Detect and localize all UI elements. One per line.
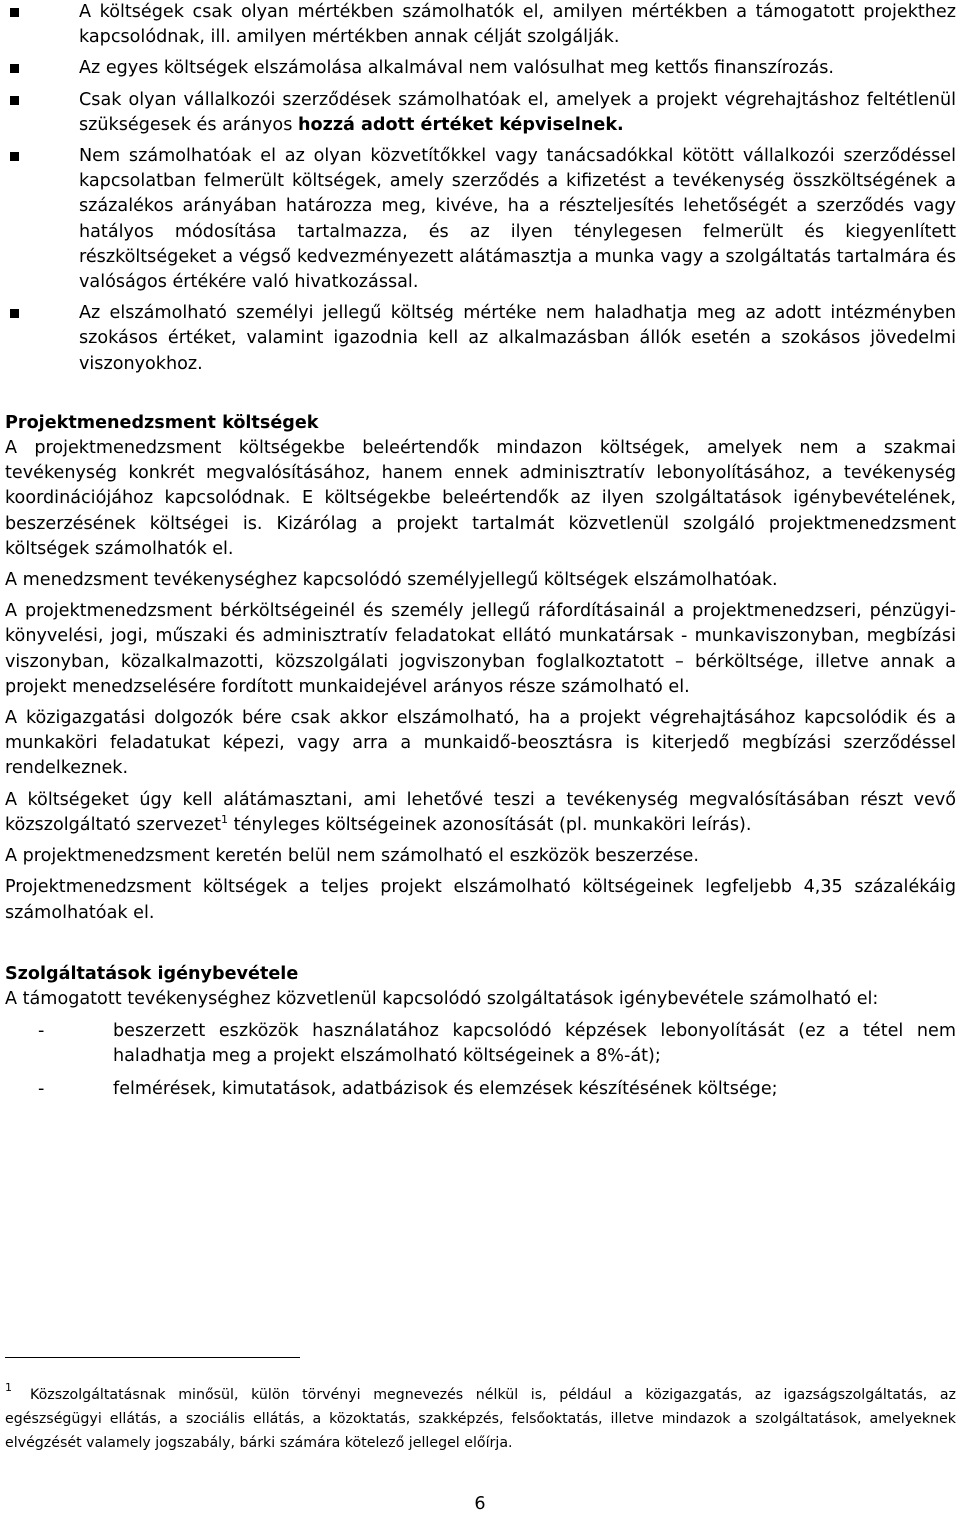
bullet-text: A költségek csak olyan mértékben számolhatók el, amilyen mértékben a támogatott projekthez kapcsolódnak, ill. amilyen mértékben annak célját szolgálják. bbox=[79, 2, 956, 48]
section-heading-projektmenedzsment: Projektmenedzsment költségek bbox=[5, 412, 319, 433]
section-body-projektmenedzsment bbox=[5, 436, 956, 782]
bullet-item bbox=[5, 88, 956, 138]
paragraph: A projektmenedzsment bérköltségeinél és személy jellegű ráfordításainál a projektmenedzseri, pénzügyi-könyvelési, jogi, műszaki és adminisztratív feladatokat ellátó munkatársak - munkaviszonyban, megbízási viszonyban, közalkalmazotti, közszolgálati jogviszonyban foglalkoztatott – bérköltsége, illetve annak a projekt menedzselésére fordított munkaidejével arányos része számolható el. bbox=[5, 601, 956, 697]
dash-item-text: felmérések, kimutatások, adatbázisok és elemzések készítésének költsége; bbox=[113, 1078, 778, 1099]
paragraph-with-footnote-ref: A költségeket úgy kell alátámasztani, ami lehetővé teszi a tevékenység megvalósításában részt vevő közszolgáltató szervezet$^1$ tényleges költségeinek azonosítását (pl. munkaköri leírás). bbox=[5, 789, 956, 835]
square-bullet-icon bbox=[10, 152, 19, 161]
bullet-text: Az egyes költségek elszámolása alkalmával nem valósulhat meg kettős finanszírozás. bbox=[79, 58, 834, 79]
page-number: 6 bbox=[474, 1494, 486, 1514]
dash-bullet: - bbox=[38, 1078, 45, 1099]
paragraph: A projektmenedzsment költségekbe beleértendők mindazon költségek, amelyek nem a szakmai tevékenység konkrét megvalósításához, hanem ennek adminisztratív lebonyolításához, a tevékenység koordinációjához kapcsolódnak. E költségekbe beleértendők az ilyen szolgáltatások igénybevételének, beszerzésének költségei is. Kizárólag a projekt tartalmát közvetlenül szolgáló projektmenedzsment költségek számolhatók el. bbox=[5, 438, 956, 559]
square-bullet-icon bbox=[10, 96, 19, 105]
dash-list-item bbox=[5, 1019, 956, 1069]
bullet-text: Nem számolhatóak el az olyan közvetítőkkel vagy tanácsadókkal kötött vállalkozói szerződéssel kapcsolatban felmerült költségek, amely szerződés a kifizetést a tevékenység összköltségének a százalékos arányában határozza meg, kivéve, ha a részteljesítés lehetőségét a szerződés vagy hatályos módosítása tartalmazza, és az ilyen ténylegesen felmerült és kiegyenlített részköltségeket a végső kedvezményezett alátámasztja a munka vagy a szolgáltatás tartalmára és valóságos értékére való hivatkozással. bbox=[79, 146, 956, 293]
paragraph: A menedzsment tevékenységhez kapcsolódó személyjellegű költségek elszámolhatóak. bbox=[5, 570, 778, 591]
footnote-separator bbox=[5, 1357, 300, 1358]
bullet-item bbox=[5, 56, 956, 81]
dash-list bbox=[5, 1019, 956, 1102]
bullet-text: Az elszámolható személyi jellegű költség mértéke nem haladhatja meg az adott intézményben szokásos értéket, valamint igazodnia kell az alkalmazásban állók esetén a szokásos jövedelmi viszonyokhoz. bbox=[79, 303, 956, 374]
paragraph: A közigazgatási dolgozók bére csak akkor elszámolható, ha a projekt végrehajtásához kapcsolódik és a munkaköri feladatukat képezi, vagy arra a munkaidő-beosztásra is kiterjedő megbízási szerződéssel rendelkeznek. bbox=[5, 708, 956, 779]
square-bullet-icon bbox=[10, 309, 19, 318]
footnote-mark: 1 bbox=[5, 1381, 12, 1394]
footnote bbox=[5, 1376, 956, 1455]
paragraph: A projektmenedzsment keretén belül nem számolható el eszközök beszerzése. bbox=[5, 846, 699, 867]
section-intro: A támogatott tevékenységhez közvetlenül kapcsolódó szolgáltatások igénybevétele számolható el: bbox=[5, 988, 879, 1009]
square-bullet-icon bbox=[10, 8, 19, 17]
bullet-item bbox=[5, 0, 956, 50]
bullet-text: Csak olyan vállalkozói szerződések számolhatóak el, amelyek a projekt végrehajtáshoz feltétlenül szükségesek és arányos bbox=[79, 89, 956, 135]
bullet-list bbox=[5, 0, 956, 377]
footnote-text: Közszolgáltatásnak minősül, külön törvényi megnevezés nélkül is, például a közigazgatás, az igazságszolgáltatás, az egészségügyi ellátás, a szociális ellátás, a közoktatás, szakképzés, felsőoktatás, illetve mindazok a szolgáltatások, amelyeknek elvégzését valamely jogszabály, bárki számára kötelező jellegel előírja. bbox=[5, 1387, 956, 1451]
section-body-projektmenedzsment-end bbox=[5, 844, 956, 926]
bold-text: hozzá adott értéket képviselnek. bbox=[297, 114, 624, 135]
dash-item-text: beszerzett eszközök használatához kapcsolódó képzések lebonyolítását (ez a tétel nem haladhatja meg a projekt elszámolható költségeinek a 8%-át); bbox=[113, 1021, 956, 1067]
bullet-item bbox=[5, 144, 956, 295]
section-heading-szolgaltatasok: Szolgáltatások igénybevétele bbox=[5, 963, 299, 984]
footnote-reference[interactable]: 1 bbox=[221, 812, 229, 826]
page-content bbox=[5, 0, 956, 1109]
dash-list-item bbox=[5, 1077, 956, 1102]
bullet-item bbox=[5, 301, 956, 377]
paragraph: Projektmenedzsment költségek a teljes projekt elszámolható költségeinek legfeljebb 4,35 százalékáig számolhatóak el. bbox=[5, 877, 956, 923]
dash-bullet: - bbox=[38, 1021, 45, 1042]
square-bullet-icon bbox=[10, 64, 19, 73]
